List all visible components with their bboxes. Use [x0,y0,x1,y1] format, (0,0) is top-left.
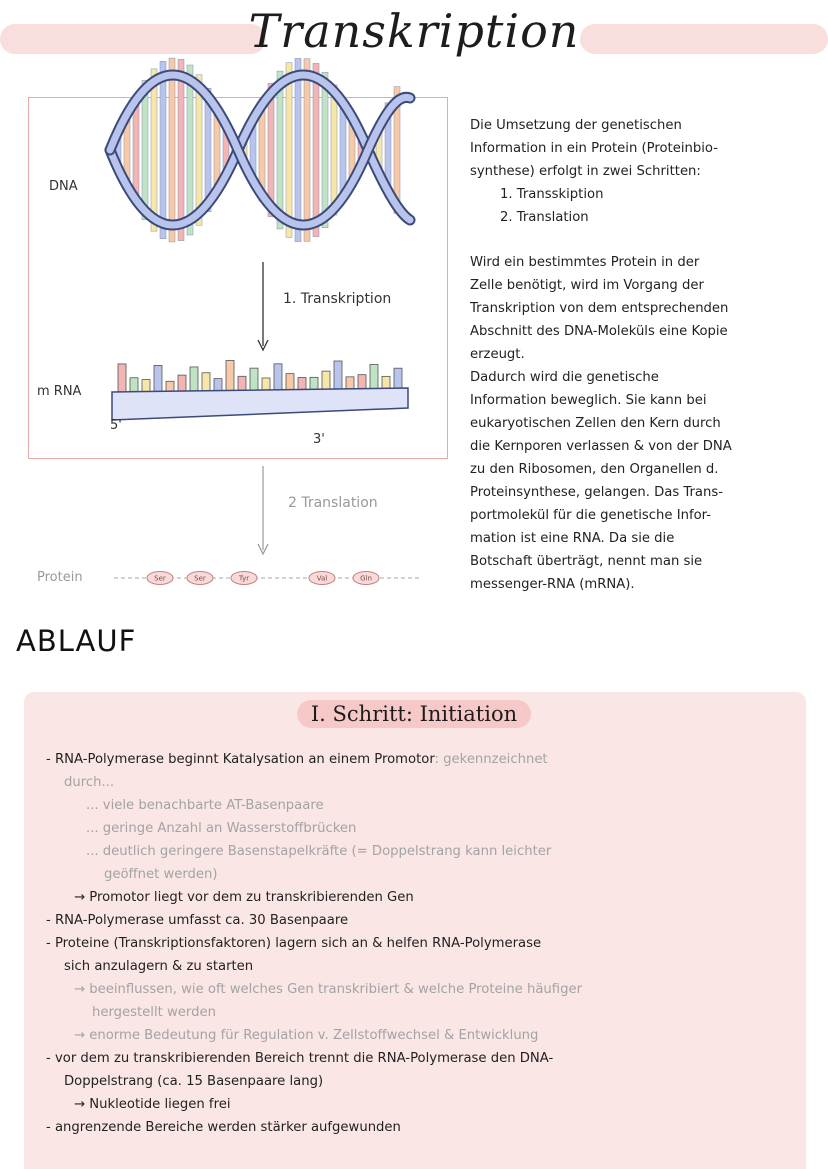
intro-line: Die Umsetzung der genetischen [470,118,682,133]
mrna-base [382,376,390,388]
mrna-base [310,377,318,389]
intro-line: die Kernporen verlassen & von der DNA [470,439,732,454]
intro-text [470,114,822,596]
mrna-base [202,373,210,391]
intro-line: Zelle benötigt, wird im Vorgang der [470,278,704,293]
section-heading: ABLAUF [16,624,137,658]
intro-line: Proteinsynthese, gelangen. Das Trans- [470,485,723,500]
intro-line: zu den Ribosomen, den Organellen d. [470,462,719,477]
amino-acid-label: Ser [154,574,166,583]
mrna-base [154,365,162,391]
mrna-base [166,381,174,391]
page-title: Transkription [248,4,580,58]
dna-base-pair [277,71,283,229]
mrna-base [286,374,294,390]
mrna-3-prime: 3' [313,432,325,447]
dna-label: DNA [49,179,78,194]
note-line: - vor dem zu transkribierenden Bereich trennt die RNA-Polymerase den DNA- [46,1051,554,1066]
dna-base-pair [196,75,202,225]
intro-step: 2. Translation [500,210,589,225]
mrna-5-prime: 5' [110,418,122,433]
mrna-base [298,377,306,389]
card-title: I. Schritt: Initiation [297,700,531,728]
dna-base-pair [178,59,184,240]
mrna-base [250,368,258,390]
dna-base-pair [322,72,328,227]
note-line: Doppelstrang (ca. 15 Basenpaare lang) [64,1074,324,1089]
dna-base-pair [187,65,193,235]
note-line: ... deutlich geringere Basenstapelkräfte (= Doppelstrang kann leichter [86,844,552,859]
dna-base-pairs [115,58,400,242]
dna-base-pair [331,85,337,215]
mrna-base [214,379,222,391]
dna-base-pair [313,63,319,236]
step2-label: 2 Translation [288,495,378,511]
note-line: ... geringe Anzahl an Wasserstoffbrücken [86,821,357,836]
mrna-base [142,380,150,392]
dna-base-pair [304,59,310,242]
note-line: ... viele benachbarte AT-Basenpaare [86,798,324,813]
mrna-base [226,360,234,390]
mrna-base [346,377,354,389]
mrna-base [190,367,198,391]
intro-line: mation ist eine RNA. Da sie die [470,531,675,546]
mrna-base [274,364,282,390]
mrna-base [178,375,186,391]
amino-acid-label: Gln [360,574,372,583]
dna-base-pair [151,69,157,231]
mrna-base [118,364,126,392]
intro-line: Botschaft überträgt, nennt man sie [470,554,703,569]
intro-line: messenger-RNA (mRNA). [470,577,635,592]
note-line: → Nukleotide liegen frei [74,1097,231,1112]
mrna-base [238,376,246,390]
note-line: - Proteine (Transkriptionsfaktoren) lagern sich an & helfen RNA-Polymerase [46,936,542,951]
intro-line: Information beweglich. Sie kann bei [470,393,707,408]
amino-acid-label: Val [316,574,328,583]
protein-label: Protein [37,570,83,585]
mrna-base [394,368,402,388]
note-text-grey: : gekennzeichnet [434,752,548,767]
amino-acid-label: Ser [194,574,206,583]
intro-line: synthese) erfolgt in zwei Schritten: [470,164,701,179]
dna-base-pair [169,58,175,242]
dna-base-pair [286,63,292,238]
initiation-notes [46,748,806,1139]
intro-line: Transkription von dem entsprechenden [470,301,729,316]
intro-line: eukaryotischen Zellen den Kern durch [470,416,721,431]
note-line: - angrenzende Bereiche werden stärker aufgewunden [46,1120,401,1135]
note-line: → beeinflussen, wie oft welches Gen transkribiert & welche Proteine häufiger [74,982,583,997]
intro-line: Wird ein bestimmtes Protein in der [470,255,700,270]
dna-base-pair [295,58,301,241]
mrna-base [130,378,138,392]
intro-line: erzeugt. [470,347,525,362]
mrna-base [370,365,378,389]
mrna-base [322,371,330,389]
note-line: hergestellt werden [92,1005,216,1020]
mrna-base [358,375,366,389]
dna-base-pair [142,80,148,219]
intro-line: portmolekül für die genetische Infor- [470,508,711,523]
note-line: geöffnet werden) [104,867,218,882]
intro-line: Information in ein Protein (Proteinbio- [470,141,718,156]
intro-line: Dadurch wird die genetische [470,370,659,385]
note-line: → enorme Bedeutung für Regulation v. Zellstoffwechsel & Entwicklung [74,1028,539,1043]
mrna-base [334,361,342,389]
intro-step: 1. Transskiption [500,187,604,202]
mrna-bases [118,360,402,391]
mrna-backbone [112,388,408,420]
note-line [46,748,806,771]
step1-label: 1. Transkription [283,291,392,307]
card-title-wrap [0,700,828,728]
note-line: → Promotor liegt vor dem zu transkribierenden Gen [74,890,414,905]
note-text: - RNA-Polymerase beginnt Katalysation an einem Promotor [46,752,435,767]
note-line: - RNA-Polymerase umfasst ca. 30 Basenpaare [46,913,349,928]
amino-acid-label: Tyr [238,574,250,583]
mrna-label: m RNA [37,384,82,399]
note-line: durch... [64,775,115,790]
dna-base-pair [160,61,166,238]
intro-line: Abschnitt des DNA-Moleküls eine Kopie [470,324,728,339]
note-line: sich anzulagern & zu starten [64,959,254,974]
mrna-base [262,378,270,390]
